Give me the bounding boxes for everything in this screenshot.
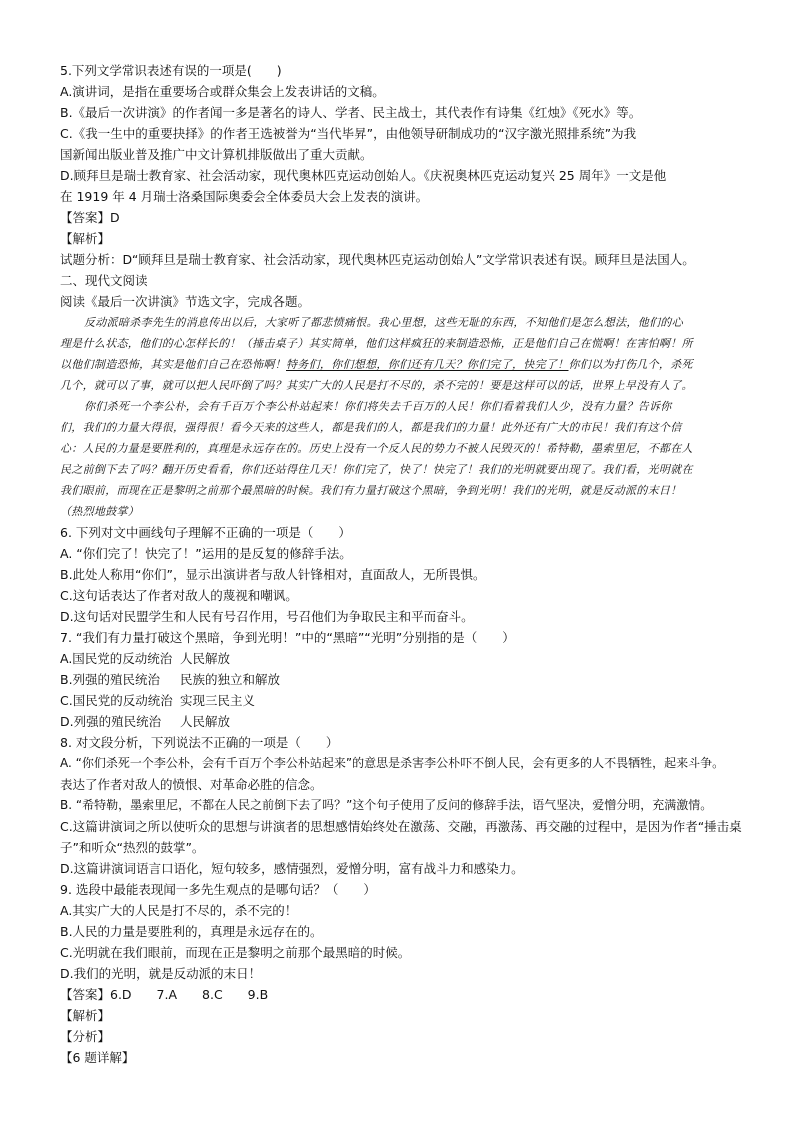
q5-analysis-label: 【解析】 bbox=[60, 231, 111, 246]
q5-answer: 【答案】D bbox=[60, 210, 120, 225]
q6-option-a: A. “你们完了！快完了！”运用的是反复的修辞手法。 bbox=[60, 546, 352, 561]
q8-option-c-line1: C.这篇讲演词之所以使听众的思想与讲演者的思想感情始终处在激荡、交融，再激荡、再交融的过程中，是因为作者“捶击桌 bbox=[60, 819, 742, 834]
q5-option-c-line2: 国新闻出版业普及推广中文计算机排版做出了重大贡献。 bbox=[60, 147, 373, 162]
q6-option-d: D.这句话对民盟学生和人民有号召作用，号召他们为争取民主和平而奋斗。 bbox=[60, 609, 474, 624]
passage-p1-line3-end: 你们以为打伤几个，杀死 bbox=[568, 358, 693, 371]
q8-stem: 8. 对文段分析，下列说法不正确的一项是（ ） bbox=[60, 735, 339, 750]
answers-line: 【答案】6.D 7.A 8.C 9.B bbox=[60, 987, 269, 1002]
passage-p2-line6: （热烈地鼓掌） bbox=[60, 505, 140, 518]
passage-p2-line5: 我们眼前，而现在正是黎明之前那个最黑暗的时候。我们有力量打破这个黑暗，争到光明！我们的光明，就是反动派的末日！ bbox=[60, 484, 682, 497]
q5-analysis-text: 试题分析：D“顾拜旦是瑞士教育家、社会活动家，现代奥林匹克运动创始人”文学常识表述有误。顾拜旦是法国人。 bbox=[60, 252, 695, 267]
q5-option-c-line1: C.《我一生中的重要抉择》的作者王选被誉为“当代毕昇”，由他领导研制成功的“汉字激光照排系统”为我 bbox=[60, 126, 637, 141]
passage-p1-line3 bbox=[60, 354, 740, 375]
passage-p2-line1: 你们杀死一个李公朴，会有千百万个李公朴站起来！你们将失去千百万的人民！你们看着我们人少，没有力量？告诉你 bbox=[84, 400, 672, 413]
q7-option-a: A.国民党的反动统治 人民解放 bbox=[60, 651, 231, 666]
q6-stem: 6. 下列对文中画线句子理解不正确的一项是（ ） bbox=[60, 525, 351, 540]
q5-option-d-line2: 在 1919 年 4 月瑞士洛桑国际奥委会全体委员大会上发表的演讲。 bbox=[60, 189, 429, 204]
section-intro: 阅读《最后一次讲演》节选文字，完成各题。 bbox=[60, 294, 311, 309]
q9-option-c: C.光明就在我们眼前，而现在正是黎明之前那个最黑暗的时候。 bbox=[60, 945, 411, 960]
passage-p1-line4: 几个，就可以了事，就可以把人民吓倒了吗？其实广大的人民是打不尽的，杀不完的！要是这样可以的话，世界上早没有人了。 bbox=[60, 379, 693, 392]
q9-stem: 9. 选段中最能表现闻一多先生观点的是哪句话？（ ） bbox=[60, 882, 376, 897]
passage-p1-line2: 理是什么状态，他们的心怎样长的！（捶击桌子）其实简单，他们这样疯狂的来制造恐怖，正是他们自己在慌啊！在害怕啊！所 bbox=[60, 337, 693, 350]
q7-stem: 7. “我们有力量打破这个黑暗，争到光明！”中的“黑暗”“光明”分别指的是（ ） bbox=[60, 630, 515, 645]
q5-option-d-line1: D.顾拜旦是瑞士教育家、社会活动家，现代奥林匹克运动创始人。《庆祝奥林匹克运动复兴 25 周年》一文是他 bbox=[60, 168, 667, 183]
q7-option-b: B.列强的殖民统治 民族的独立和解放 bbox=[60, 672, 281, 687]
document-page bbox=[60, 60, 740, 1068]
q6-option-c: C.这句话表达了作者对敌人的蔑视和嘲讽。 bbox=[60, 588, 298, 603]
q7-option-c: C.国民党的反动统治 实现三民主义 bbox=[60, 693, 256, 708]
answers-q6-detail-label: 【6 题详解】 bbox=[60, 1050, 135, 1065]
q7-option-d: D.列强的殖民统治 人民解放 bbox=[60, 714, 231, 729]
q8-option-a-line2: 表达了作者对敌人的愤恨、对革命必胜的信念。 bbox=[60, 777, 323, 792]
q9-option-a: A.其实广大的人民是打不尽的，杀不完的！ bbox=[60, 903, 298, 918]
q5-option-a: A.演讲词，是指在重要场合或群众集会上发表讲话的文稿。 bbox=[60, 84, 385, 99]
q8-option-a-line1: A. “你们杀死一个李公朴，会有千百万个李公朴站起来”的意思是杀害李公朴吓不倒人民，会有更多的人不畏牺牲，起来斗争。 bbox=[60, 756, 725, 770]
q8-option-b: B. “希特勒，墨索里尼，不都在人民之前倒下去了吗？”这个句子使用了反问的修辞手法，语气坚决，爱憎分明，充满激情。 bbox=[60, 798, 713, 812]
passage-p2-line4: 民之前倒下去了吗？翻开历史看看，你们还站得住几天！你们完了，快了！快完了！我们的光明就要出现了。我们看，光明就在 bbox=[60, 463, 693, 476]
q6-option-b: B.此处人称用“你们”，显示出演讲者与敌人针锋相对，直面敌人，无所畏惧。 bbox=[60, 567, 486, 582]
q5-stem: 5.下列文学常识表述有误的一项是( ) bbox=[60, 63, 282, 78]
answers-analysis-label: 【解析】 bbox=[60, 1008, 111, 1023]
q8-option-d: D.这篇讲演词语言口语化，短句较多，感情强烈，爱憎分明，富有战斗力和感染力。 bbox=[60, 861, 524, 876]
q9-option-d: D.我们的光明，就是反动派的末日！ bbox=[60, 966, 262, 981]
answers-fenxi-label: 【分析】 bbox=[60, 1029, 111, 1044]
q9-option-b: B.人民的力量是要胜利的，真理是永远存在的。 bbox=[60, 924, 323, 939]
passage-p2-line3: 心：人民的力量是要胜利的，真理是永远存在的。历史上没有一个反人民的势力不被人民毁灭的！希特勒，墨索里尼，不都在人 bbox=[60, 442, 693, 455]
q8-option-c-line2: 子”和听众“热烈的鼓掌”。 bbox=[60, 840, 205, 855]
section-heading: 二、现代文阅读 bbox=[60, 273, 148, 288]
passage-p2-line2: 们，我们的力量大得很，强得很！看今天来的这些人，都是我们的人，都是我们的力量！此外还有广大的市民！我们有这个信 bbox=[60, 421, 682, 434]
passage-block bbox=[60, 312, 740, 522]
passage-p1-line3-start: 以他们制造恐怖，其实是他们自己在恐怖啊！ bbox=[60, 358, 286, 371]
underlined-sentence: 特务们，你们想想，你们还有几天？你们完了，快完了！ bbox=[286, 358, 569, 371]
q5-option-b: B.《最后一次讲演》的作者闻一多是著名的诗人、学者、民主战士，其代表作有诗集《红烛》《死水》等。 bbox=[60, 105, 642, 120]
passage-p1-line1: 反动派暗杀李先生的消息传出以后，大家听了都悲愤痛恨。我心里想，这些无耻的东西，不知他们是怎么想法，他们的心 bbox=[84, 316, 683, 329]
